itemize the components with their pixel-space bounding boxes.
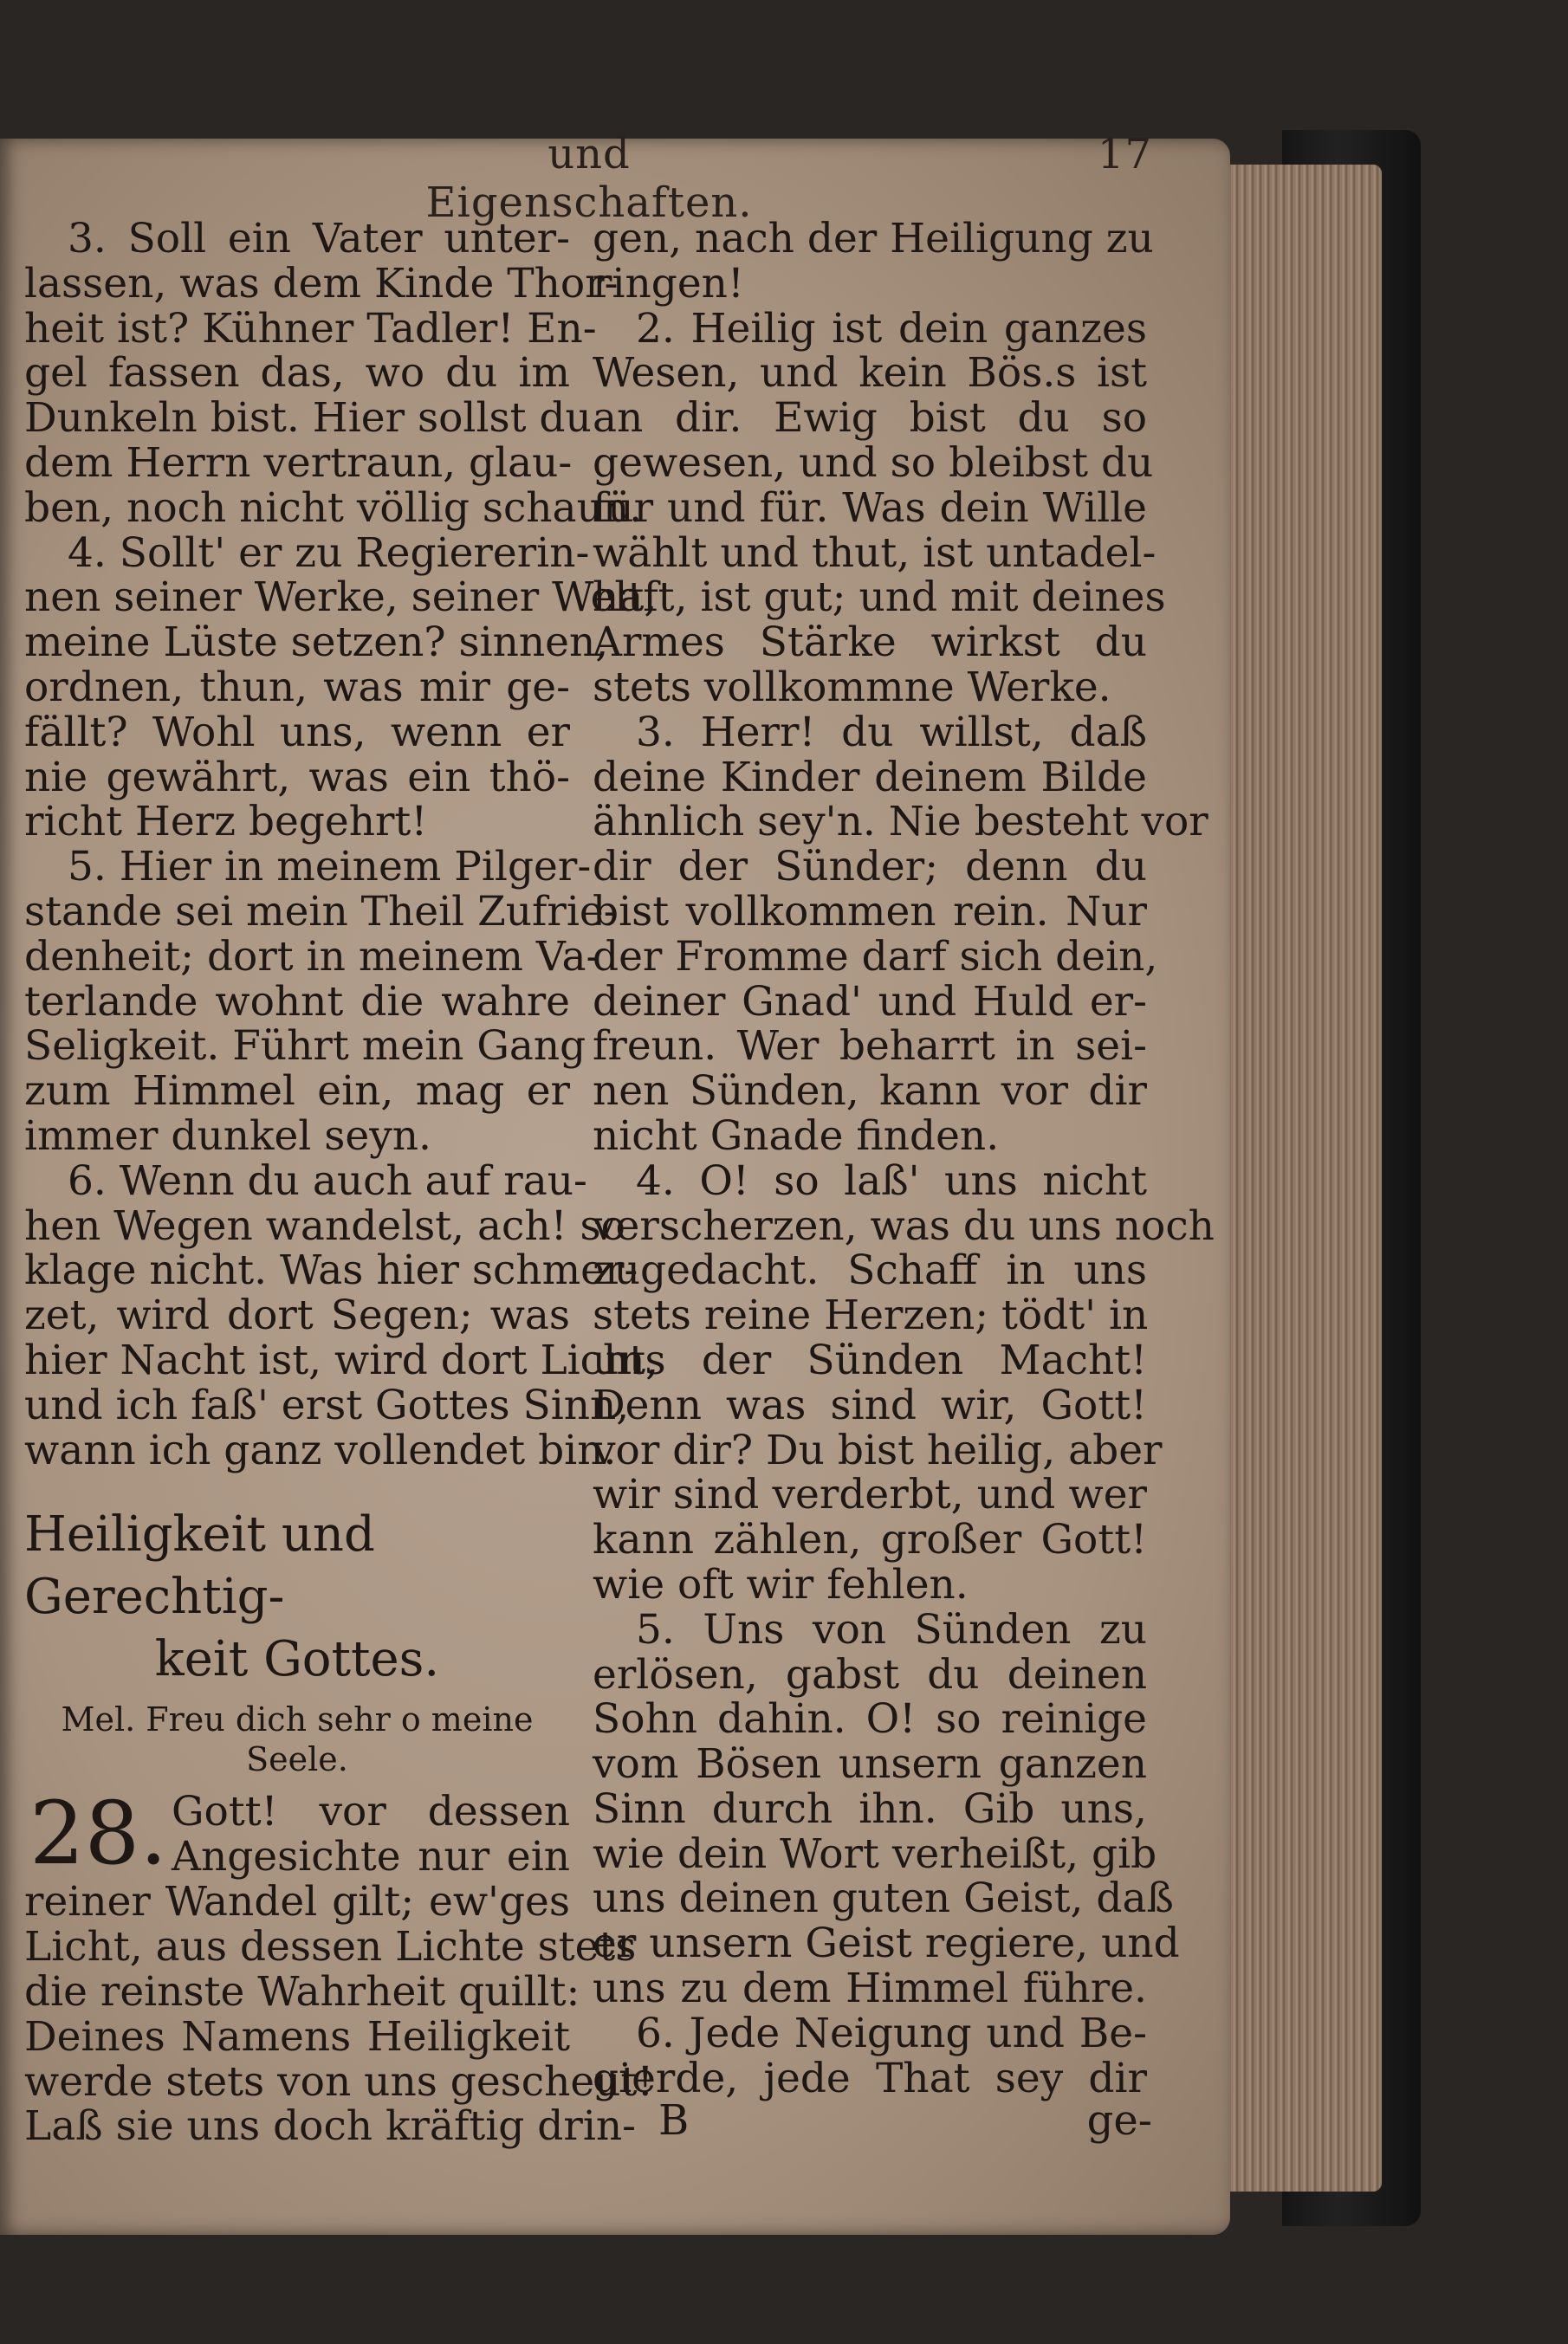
text-line: deine Kinder deinem Bilde (593, 753, 1147, 801)
text-line: ringen! (593, 259, 744, 308)
text-line: gel fassen das, wo du im (24, 349, 570, 398)
text-line: ähnlich sey'n. Nie besteht vor (593, 798, 1208, 846)
running-header: und Eigenschaften. (425, 130, 753, 227)
text-line: kann zählen, großer Gott! (593, 1516, 1147, 1564)
text-line: wann ich ganz vollendet bin. (24, 1426, 617, 1474)
text-line: hier Nacht ist, wird dort Licht, (24, 1336, 659, 1384)
text-line: klage nicht. Was hier schmer- (24, 1246, 638, 1295)
text-line: freun. Wer beharrt in sei- (593, 1022, 1147, 1071)
text-line: 3. Herr! du willst, daß (636, 708, 1147, 756)
text-line: wie oft wir fehlen. (593, 1560, 969, 1609)
text-line: fällt? Wohl uns, wenn er (24, 708, 570, 756)
text-line: Deines Namens Heiligkeit (24, 2012, 570, 2061)
text-line: stande sei mein Theil Zufrie- (24, 887, 618, 936)
text-line: Gott! vor dessen (172, 1788, 570, 1836)
hymn-number: 28. (29, 1783, 168, 1885)
text-line: Seligkeit. Führt mein Gang (24, 1022, 586, 1071)
text-line: nie gewährt, was ein thö- (24, 753, 570, 801)
text-line: gierde, jede That sey dir (593, 2054, 1147, 2102)
text-line: vom Bösen unsern ganzen (593, 1740, 1147, 1789)
left-column (24, 215, 659, 2151)
catchword: ge- (1086, 2096, 1152, 2145)
text-line: reiner Wandel gilt; ew'ges (24, 1878, 570, 1926)
text-line: nen seiner Werke, seiner Welt, (24, 573, 658, 622)
text-line: an dir. Ewig bist du so (593, 394, 1147, 443)
text-line: Denn was sind wir, Gott! (593, 1381, 1147, 1429)
signature-mark: B (658, 2096, 690, 2145)
hymn-opening (24, 1783, 570, 1885)
text-line: meine Lüste setzen? sinnen, (24, 618, 609, 667)
text-line: Licht, aus dessen Lichte stets (24, 1923, 637, 1972)
text-line: Armes Stärke wirkst du (593, 618, 1147, 667)
text-line: vor dir? Du bist heilig, aber (593, 1426, 1163, 1474)
text-line: dem Herrn vertraun, glau- (24, 438, 573, 487)
text-line: Sohn dahin. O! so reinige (593, 1695, 1147, 1744)
text-line: und ich faß' erst Gottes Sinn, (24, 1381, 630, 1429)
text-line: wählt und thut, ist untadel- (593, 528, 1157, 577)
text-line: verscherzen, was du uns noch (593, 1201, 1215, 1250)
text-line: 4. O! so laß' uns nicht (636, 1156, 1147, 1205)
text-line: für und für. Was dein Wille (593, 483, 1147, 532)
text-line: deiner Gnad' und Huld er- (593, 977, 1147, 1026)
text-line: wie dein Wort verheißt, gib (593, 1829, 1157, 1878)
text-line: heit ist? Kühner Tadler! En- (24, 304, 597, 353)
text-line: die reinste Wahrheit quillt: (24, 1967, 580, 2016)
melody-indication: Mel. Freu dich sehr o meine (61, 1700, 534, 1739)
section-title: Heiligkeit und Gerechtig- (24, 1506, 375, 1626)
text-line: 3. Soll ein Vater unter- (68, 215, 570, 262)
text-line: ben, noch nicht völlig schaun. (24, 483, 643, 532)
text-line: zum Himmel ein, mag er (24, 1067, 570, 1116)
text-line: der Fromme darf sich dein, (593, 932, 1158, 981)
text-line: gewesen, und so bleibst du (593, 438, 1154, 487)
text-line: uns zu dem Himmel führe. (593, 1965, 1147, 2013)
text-line: dir der Sünder; denn du (593, 843, 1147, 891)
text-line: uns der Sünden Macht! (593, 1336, 1147, 1384)
text-line: 6. Jede Neigung und Be- (636, 2009, 1147, 2057)
text-line: 6. Wenn du auch auf rau- (68, 1156, 587, 1205)
text-line: Laß sie uns doch kräftig drin- (24, 2102, 637, 2151)
text-line: 5. Hier in meinem Pilger- (68, 843, 592, 891)
text-line: nen Sünden, kann vor dir (593, 1067, 1147, 1116)
text-line: 4. Sollt' er zu Regiererin- (68, 528, 590, 577)
text-line: Sinn durch ihn. Gib uns, (593, 1784, 1147, 1833)
text-line: gen, nach der Heiligung zu (593, 215, 1154, 262)
text-line: stets vollkommne Werke. (593, 663, 1111, 711)
text-line: hen Wegen wandelst, ach! so (24, 1201, 625, 1250)
section-gap (24, 1473, 570, 1504)
text-line: 5. Uns von Sünden zu (636, 1605, 1147, 1654)
text-line: denheit; dort in meinem Va- (24, 932, 600, 981)
text-line: Wesen, und kein Bös.s ist (593, 349, 1147, 398)
text-line: haft, ist gut; und mit deines (593, 573, 1166, 622)
melody-indication-continued: Seele. (246, 1740, 348, 1779)
page-number: 17 (1097, 130, 1152, 178)
text-line: Dunkeln bist. Hier sollst du (24, 394, 592, 443)
text-line: 2. Heilig ist dein ganzes (636, 304, 1147, 353)
text-line: zet, wird dort Segen; was (24, 1292, 570, 1340)
right-column (593, 215, 1215, 2102)
text-line: wir sind verderbt, und wer (593, 1471, 1147, 1519)
text-line: bist vollkommen rein. Nur (593, 887, 1147, 936)
text-line: uns deinen guten Geist, daß (593, 1875, 1174, 1923)
text-line: Angesichte nur ein (172, 1833, 570, 1881)
text-line: stets reine Herzen; tödt' in (593, 1292, 1149, 1340)
text-line: er unsern Geist regiere, und (593, 1920, 1180, 1968)
text-line: nicht Gnade finden. (593, 1111, 1000, 1160)
text-line: terlande wohnt die wahre (24, 977, 570, 1026)
text-line: werde stets von uns gescheut! (24, 2057, 654, 2106)
text-line: ordnen, thun, was mir ge- (24, 663, 570, 711)
text-line: immer dunkel seyn. (24, 1111, 431, 1160)
text-line: zugedacht. Schaff in uns (593, 1246, 1147, 1295)
text-line: richt Herz begehrt! (24, 798, 428, 846)
text-line: lassen, was dem Kinde Thor- (24, 259, 619, 308)
page-edges (1208, 165, 1382, 2192)
section-title-continued: keit Gottes. (154, 1631, 440, 1688)
text-line: erlösen, gabst du deinen (593, 1650, 1147, 1699)
